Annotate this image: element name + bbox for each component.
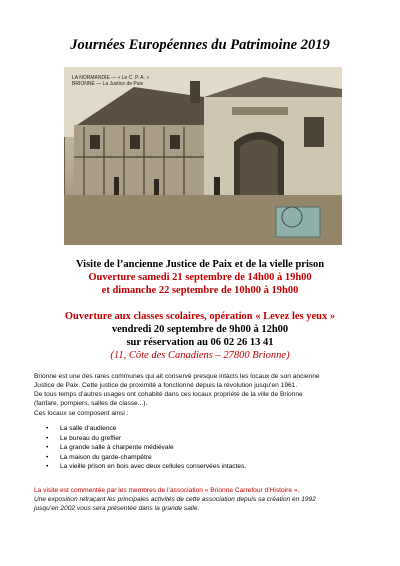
page-title: Journées Européennes du Patrimoine 2019 (70, 37, 330, 53)
photo-caption-line-1: LA NORMANDIE — « Le C. P. A. » (72, 75, 150, 81)
list-item: • Le bureau du greffier (46, 434, 246, 444)
exhibition-line-2: jusqu’en 2002 vous sera présentée dans la grande salle. (34, 505, 200, 512)
intro-line-3: De tous temps d’autres usages ont cohabité dans ces locaux propriété de la ville de Brionne (34, 391, 303, 398)
intro-paragraph (34, 372, 370, 408)
locaux-list (46, 424, 246, 472)
schools-date: vendredi 20 septembre de 9h00 à 12h00 (111, 324, 289, 335)
historic-photo (64, 67, 342, 245)
street-scene-illustration (64, 67, 342, 245)
exhibition-note (34, 495, 374, 513)
association-note: La visite est commentée par les membres de l’association « Brionne Carrefour d’Histoire ». (34, 487, 300, 494)
list-item: • La salle d’audience (46, 424, 246, 434)
visit-info (0, 258, 400, 297)
schools-reservation: sur réservation au 06 02 26 13 41 (126, 337, 274, 348)
locaux-intro: Ces locaux se composent ainsi : (34, 410, 129, 417)
list-item: • La vieille prison en bois avec deux cellules conservées intactes. (46, 462, 246, 472)
exhibition-line-1: Une exposition retraçant les principales activités de cette association depuis sa création en 1992 (34, 496, 316, 503)
photo-caption-line-2: BRIONNE — La Justice de Paix (72, 81, 144, 87)
visit-heading: Visite de l’ancienne Justice de Paix et de la vielle prison (75, 259, 325, 270)
intro-line-2: Justice de Paix. Cette justice de proximité a fonctionné depuis la révolution jusqu’en 1961. (34, 382, 298, 389)
visit-saturday: Ouverture samedi 21 septembre de 14h00 à 19h00 (88, 272, 312, 283)
schools-heading: Ouverture aux classes scolaires, opération « Levez les yeux » (64, 311, 336, 322)
schools-info (0, 310, 400, 362)
intro-line-1: Brionne est une des rares communes qui ait conservé presque intacts les locaux de son ancienne (34, 373, 320, 380)
intro-line-4: (fanfare, pompiers, salles de classe...). (34, 400, 148, 407)
photo-caption (72, 75, 149, 87)
list-item: • La grande salle à charpente médiévale (46, 443, 246, 453)
schools-address: (11, Côte des Canadiens – 27800 Brionne) (110, 350, 290, 361)
visit-sunday: et dimanche 22 septembre de 10h00 à 19h00 (101, 285, 299, 296)
list-item: • La maison du garde-champêtre (46, 453, 246, 463)
